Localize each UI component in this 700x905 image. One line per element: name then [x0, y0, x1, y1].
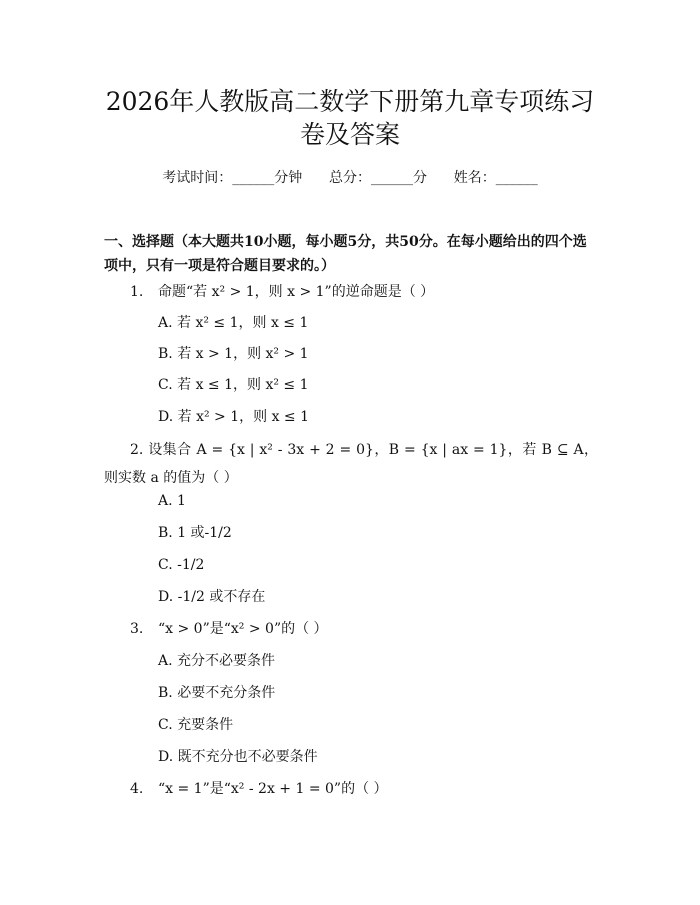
question-number: 4.	[130, 781, 144, 797]
option-3d: D. 既不充分也不必要条件	[158, 749, 318, 765]
question-2: 2. 设集合 A = {x | x² - 3x + 2 = 0}，B = {x | ax = 1}，若 B ⊆ A，则实数 a 的值为（ ）	[104, 442, 598, 486]
page-title-line2: 卷及答案	[299, 120, 400, 149]
option-2c: C. -1/2	[158, 557, 205, 573]
option-2a: A. 1	[158, 493, 186, 509]
question-text: “x > 0”是“x² > 0”的（ ）	[158, 621, 328, 637]
option-1a: A. 若 x² ≤ 1，则 x ≤ 1	[158, 315, 309, 331]
option-3b: B. 必要不充分条件	[158, 685, 276, 701]
option-2b: B. 1 或-1/2	[158, 525, 232, 541]
option-1b: B. 若 x > 1，则 x² > 1	[158, 346, 309, 362]
option-2d: D. -1/2 或不存在	[158, 589, 266, 605]
question-3	[130, 617, 328, 641]
option-3a: A. 充分不必要条件	[158, 653, 276, 669]
page-title-line1: 2026年人教版高二数学下册第九章专项练习	[105, 87, 595, 116]
question-number: 1.	[130, 284, 144, 300]
question-4	[130, 777, 388, 801]
option-1c: C. 若 x ≤ 1，则 x² ≤ 1	[158, 377, 309, 393]
option-1d: D. 若 x² > 1，则 x ≤ 1	[158, 409, 310, 425]
option-3c: C. 充要条件	[158, 717, 234, 733]
question-text: “x = 1”是“x² - 2x + 1 = 0”的（ ）	[158, 781, 388, 797]
section-heading: 一、选择题（本大题共10小题，每小题5分，共50分。在每小题给出的四个选项中，只有一项是符合题目要求的。）	[104, 234, 587, 274]
question-1	[130, 280, 434, 304]
exam-info: 考试时间：______分钟 总分：______分 姓名：______	[162, 170, 538, 186]
question-number: 3.	[130, 621, 144, 637]
question-text: 命题“若 x² > 1，则 x > 1”的逆命题是（ ）	[158, 284, 435, 300]
